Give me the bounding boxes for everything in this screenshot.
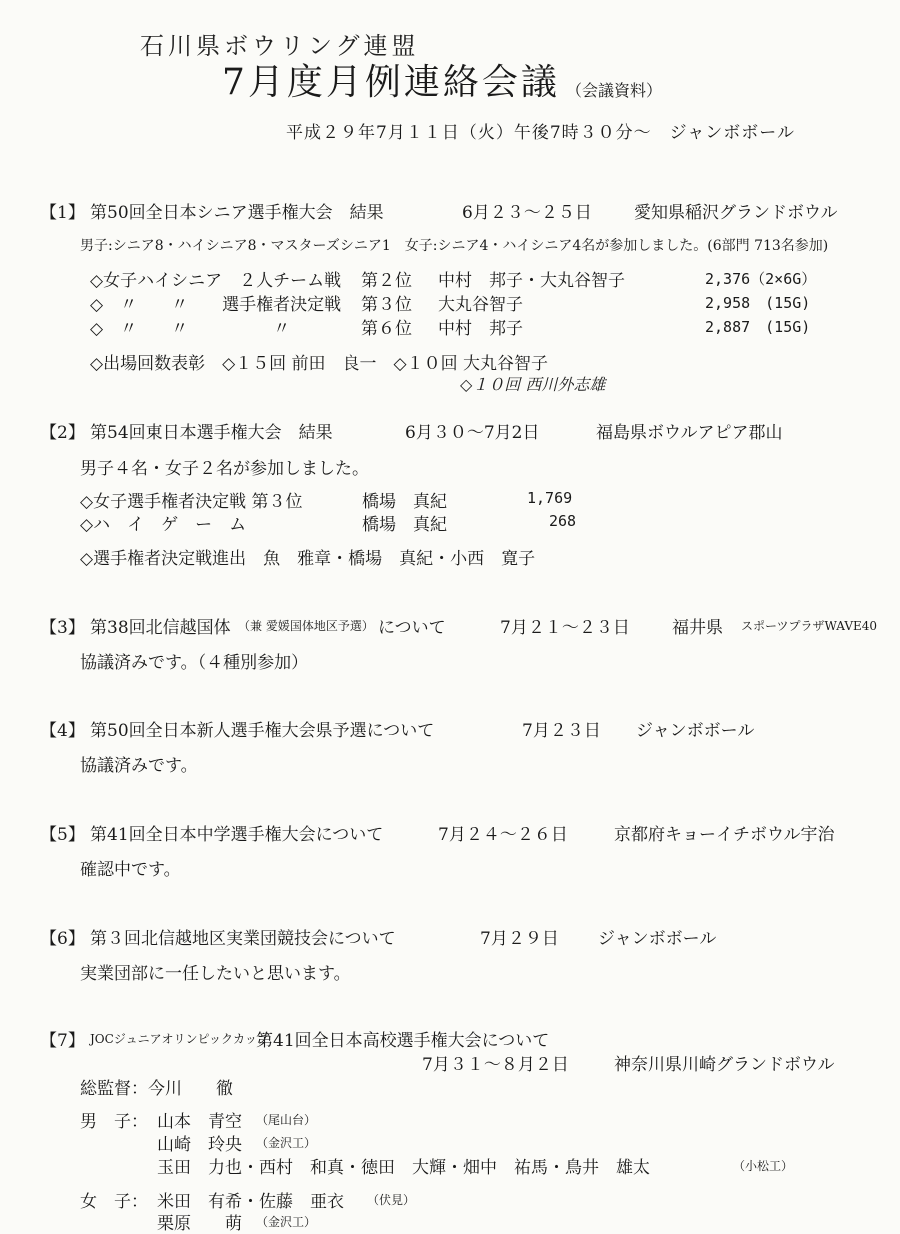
girl-2-school: （金沢工） <box>256 1215 317 1229</box>
section-1-venue: 愛知県稲沢グランドボウル <box>634 203 838 223</box>
section-4-number: 【4】 <box>40 721 85 741</box>
s1-result-1-event: ◇女子ハイシニア ２人チーム戦 <box>90 271 342 291</box>
section-2-venue: 福島県ボウルアピア郡山 <box>596 423 783 443</box>
section-6-number: 【6】 <box>40 929 85 949</box>
section-7-venue: 神奈川県川崎グランドボウル <box>614 1055 835 1075</box>
s1-result-3-name: 中村 邦子 <box>438 319 523 339</box>
section-4-body: 協議済みです。 <box>80 756 198 776</box>
girl-1-school: （伏見） <box>367 1193 416 1207</box>
meeting-dateline: 平成２９年7月１１日（火）午後7時３０分〜 ジャンボボール <box>286 123 795 143</box>
s1-result-2-score: 2,958 (15G) <box>705 294 811 312</box>
section-3-date: 7月２１〜２３日 <box>500 618 630 638</box>
s2-result-2-event: ◇ハ イ ゲ ー ム <box>80 515 247 535</box>
s2-result-1-event: ◇女子選手権者決定戦 第３位 <box>80 492 303 512</box>
section-7-number: 【7】 <box>40 1031 85 1051</box>
organization-name: 石川県ボウリング連盟 <box>140 32 420 60</box>
s2-result-2-score: 268 <box>549 512 577 530</box>
section-7-title-prefix: JOCジュニアオリンピックカップ <box>90 1032 269 1046</box>
section-7-date: 7月３１〜８月２日 <box>422 1055 569 1075</box>
boy-1-name: 山本 青空 <box>157 1112 242 1132</box>
s1-result-2-name: 大丸谷智子 <box>438 295 523 315</box>
section-3-note: （兼 愛媛国体地区予選） <box>238 619 374 633</box>
s1-result-3-event: ◇ 〃 〃 〃 <box>90 319 291 339</box>
s1-result-1-rank: 第２位 <box>361 271 412 291</box>
section-2-title: 第54回東日本選手権大会 結果 <box>90 423 333 443</box>
section-1-number: 【1】 <box>40 203 85 223</box>
section-2-advance: ◇選手権者決定戦進出 魚 雅章・橋場 真紀・小西 寛子 <box>80 549 536 569</box>
section-5-venue: 京都府キョーイチボウル宇治 <box>614 825 835 845</box>
section-5-title: 第41回全日本中学選手権大会について <box>90 825 384 845</box>
section-7-girls-label: 女 子： <box>80 1192 148 1212</box>
section-5-date: 7月２４〜２６日 <box>438 825 568 845</box>
section-7-boys-label: 男 子： <box>80 1112 148 1132</box>
section-1-handwritten-note: ◇１０回 西川外志雄 <box>460 375 606 394</box>
s1-result-1-name: 中村 邦子・大丸谷智子 <box>438 271 625 291</box>
section-7-director: 総監督：今川 徹 <box>80 1079 233 1099</box>
boy-2-school: （金沢工） <box>256 1136 317 1150</box>
section-3-number: 【3】 <box>40 618 85 638</box>
section-7-title: 第41回全日本高校選手権大会について <box>256 1031 550 1051</box>
section-4-date: 7月２３日 <box>522 721 601 741</box>
s1-result-2-event: ◇ 〃 〃 選手権者決定戦 <box>90 295 342 315</box>
section-2-number: 【2】 <box>40 423 85 443</box>
s1-result-3-rank: 第６位 <box>361 319 412 339</box>
section-1-date: 6月２３〜２５日 <box>462 203 592 223</box>
girl-2-name: 栗原 萌 <box>157 1214 242 1234</box>
boy-1-school: （尾山台） <box>256 1113 317 1127</box>
section-2-date: 6月３０〜7月2日 <box>405 423 540 443</box>
section-4-title: 第50回全日本新人選手権大会県予選について <box>90 721 435 741</box>
section-3-title: 第38回北信越国体 <box>90 618 231 638</box>
s1-result-1-score: 2,376（2×6G） <box>705 270 817 288</box>
section-3-about: について <box>378 618 446 638</box>
s2-result-2-name: 橋場 真紀 <box>362 515 447 535</box>
page-title: 7月度月例連絡会議 <box>222 62 560 103</box>
boy-2-name: 山崎 玲央 <box>157 1135 242 1155</box>
section-6-body: 実業団部に一任したいと思います。 <box>80 964 351 984</box>
section-1-participants: 男子:シニア8・ハイシニア8・マスターズシニア1 女子:シニア4・ハイシニア4名が参加しました。(6部門 713名参加) <box>80 238 829 254</box>
page-subtitle: （会議資料） <box>566 81 663 100</box>
s1-result-2-rank: 第３位 <box>361 295 412 315</box>
section-6-venue: ジャンボボール <box>598 929 717 949</box>
section-1-title: 第50回全日本シニア選手権大会 結果 <box>90 203 384 223</box>
section-3-venue-detail: スポーツプラザWAVE40 <box>741 619 878 633</box>
s2-result-1-name: 橋場 真紀 <box>362 492 447 512</box>
section-1-awards: ◇出場回数表彰 ◇１５回 前田 良一 ◇１０回 大丸谷智子 <box>90 354 549 374</box>
section-3-venue: 福井県 <box>672 618 723 638</box>
boy-3-school: （小松工） <box>733 1159 794 1173</box>
section-3-body: 協議済みです。（４種別参加） <box>80 653 309 673</box>
section-6-title: 第３回北信越地区実業団競技会について <box>90 929 396 949</box>
s1-result-3-score: 2,887 (15G) <box>705 318 811 336</box>
section-6-date: 7月２９日 <box>480 929 559 949</box>
s2-result-1-score: 1,769 <box>527 489 573 507</box>
girl-1-names: 米田 有希・佐藤 亜衣 <box>157 1192 344 1212</box>
boy-3-names: 玉田 力也・西村 和真・徳田 大輝・畑中 祐馬・鳥井 雄太 <box>157 1158 650 1178</box>
section-2-participants: 男子４名・女子２名が参加しました。 <box>80 459 369 479</box>
section-5-number: 【5】 <box>40 825 85 845</box>
section-5-body: 確認中です。 <box>80 860 181 880</box>
section-4-venue: ジャンボボール <box>636 721 755 741</box>
